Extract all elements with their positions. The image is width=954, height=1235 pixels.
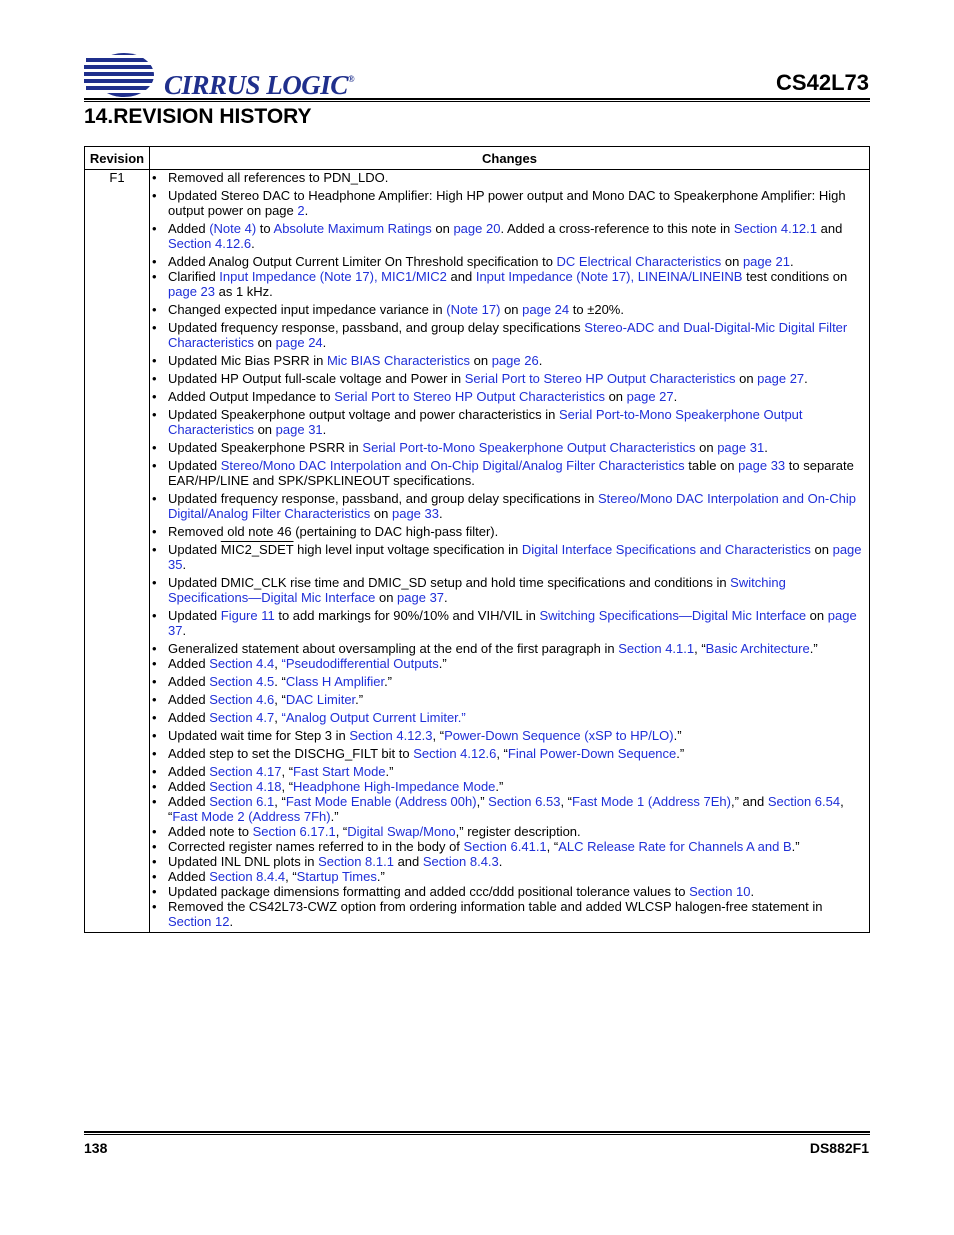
change-text: .	[304, 203, 309, 218]
change-text: , “	[281, 779, 294, 794]
cross-reference-link[interactable]: page 31	[275, 422, 323, 437]
change-text: Added	[168, 869, 210, 884]
cross-reference-link[interactable]: Headphone High-Impedance Mode	[293, 779, 496, 794]
change-text: high level input voltage specification in	[293, 542, 522, 557]
change-item	[150, 710, 869, 725]
cross-reference-link[interactable]: Basic Architecture	[705, 641, 810, 656]
cross-reference-link[interactable]: Section 4.4	[209, 656, 275, 671]
change-text: on	[806, 608, 828, 623]
change-text: Added	[168, 221, 210, 236]
change-item	[150, 656, 869, 671]
cross-reference-link[interactable]: page 37	[397, 590, 445, 605]
cross-reference-link[interactable]: Section 6.1	[209, 794, 275, 809]
change-text: Added Output Impedance to	[168, 389, 335, 404]
cross-reference-link[interactable]: page 37	[168, 608, 857, 638]
part-number: CS42L73	[776, 70, 869, 95]
cross-reference-link[interactable]: Fast Start Mode	[293, 764, 386, 779]
cross-reference-link[interactable]: Figure 11	[220, 608, 275, 623]
cross-reference-link[interactable]: Section 8.4.3	[422, 854, 499, 869]
cross-reference-link[interactable]: page 21	[742, 254, 790, 269]
change-item	[150, 320, 869, 350]
change-text: .	[764, 440, 768, 455]
change-text: on	[735, 371, 758, 386]
change-text: .	[229, 914, 234, 929]
change-text: .”	[809, 641, 818, 656]
change-text: Updated	[168, 608, 221, 623]
cross-reference-link[interactable]: Input Impedance (Note 17), LINEINA/LINEINB	[475, 269, 743, 284]
change-text: Added	[168, 656, 210, 671]
cross-reference-link[interactable]: Power-Down Sequence (xSP to HP/LO)	[444, 728, 674, 743]
change-text: Updated frequency response, passband, and group delay specifications in	[168, 491, 599, 506]
signal-name: MIC2_SDET	[220, 542, 294, 557]
change-item	[150, 884, 869, 899]
change-text: .	[438, 506, 443, 521]
change-item	[150, 728, 869, 743]
change-item	[150, 608, 869, 638]
cross-reference-link[interactable]: Serial Port-to-Mono Speakerphone Output Characteristics	[168, 407, 803, 437]
change-text: Added	[168, 710, 210, 725]
cross-reference-link[interactable]: Class H Amplifier	[285, 674, 385, 689]
changes-cell	[150, 170, 870, 933]
change-item	[150, 188, 869, 218]
change-item	[150, 491, 869, 521]
change-text: ,”	[476, 794, 489, 809]
change-text: Added	[168, 779, 210, 794]
cross-reference-link[interactable]: Switching Specifications—Digital Mic Interface	[168, 575, 786, 605]
cross-reference-link[interactable]: Digital Interface Specifications and Characteristics	[521, 542, 811, 557]
change-item	[150, 458, 869, 488]
cross-reference-link[interactable]: Section 4.1.1	[618, 641, 695, 656]
change-item	[150, 389, 869, 404]
change-item	[150, 302, 869, 317]
cross-reference-link[interactable]: page 33	[738, 458, 786, 473]
change-text: to	[256, 221, 274, 236]
cross-reference-link[interactable]: Section 10	[689, 884, 751, 899]
change-text: .	[251, 236, 255, 251]
page-number: 138	[84, 1140, 108, 1156]
change-text: on	[721, 254, 743, 269]
change-text: Updated frequency response, passband, and group delay specifications	[168, 320, 585, 335]
cross-reference-link[interactable]: page 23	[168, 284, 215, 299]
change-text: , “	[496, 746, 508, 761]
cross-reference-link[interactable]: Input Impedance (Note 17), MIC1/MIC2	[219, 269, 447, 284]
cross-reference-link[interactable]: Serial Port to Stereo HP Output Characteristics	[464, 371, 736, 386]
change-text: Removed all references to PDN_LDO.	[168, 170, 389, 185]
change-text: and	[817, 221, 843, 236]
cross-reference-link[interactable]: page 35	[168, 542, 862, 572]
change-text: .	[538, 353, 543, 368]
change-text: .”	[673, 728, 682, 743]
change-item	[150, 542, 869, 572]
change-text: , “	[281, 764, 294, 779]
change-item	[150, 869, 869, 884]
cross-reference-link[interactable]: Switching Specifications—Digital Mic Interface	[539, 608, 807, 623]
cross-reference-link[interactable]: Section 4.12.1	[733, 221, 817, 236]
cross-reference-link[interactable]: Section 6.41.1	[463, 839, 547, 854]
change-text: Added note to	[168, 824, 253, 839]
cross-reference-link[interactable]: page 26	[491, 353, 539, 368]
cross-reference-link[interactable]: Digital Swap/Mono	[347, 824, 456, 839]
change-text: on	[370, 506, 392, 521]
change-item	[150, 407, 869, 437]
change-item	[150, 854, 869, 869]
change-text: ,” register description.	[455, 824, 581, 839]
change-text: . “	[274, 674, 286, 689]
change-text: Removed the CS42L73-CWZ option from ordering information table and added WLCSP halogen-free statement in	[168, 899, 823, 914]
change-text: Updated package dimensions formatting and added ccc/ddd positional tolerance values to	[168, 884, 690, 899]
cross-reference-link[interactable]: (Note 4)	[209, 221, 257, 236]
change-item	[150, 779, 869, 794]
change-text: Changed expected input impedance variance in	[168, 302, 447, 317]
change-text: on	[810, 542, 833, 557]
change-text: , “	[560, 794, 572, 809]
cross-reference-link[interactable]: page 27	[757, 371, 805, 386]
change-text: on	[604, 389, 627, 404]
change-text: Updated DMIC_CLK rise time and DMIC_SD setup and hold time specifications and conditions in	[168, 575, 731, 590]
cross-reference-link[interactable]: page 24	[522, 302, 570, 317]
change-item	[150, 170, 869, 185]
change-text: , “	[335, 824, 348, 839]
change-item	[150, 575, 869, 605]
change-text: to ±20%.	[569, 302, 624, 317]
cross-reference-link[interactable]: page 27	[626, 389, 674, 404]
change-item	[150, 794, 869, 824]
cross-reference-link[interactable]: DC Electrical Characteristics	[556, 254, 722, 269]
change-text: ,	[274, 710, 282, 725]
changes-list	[150, 170, 869, 929]
change-text: .	[789, 254, 794, 269]
change-text: , “	[274, 692, 286, 707]
change-text: Updated Speakerphone PSRR in	[168, 440, 363, 455]
change-text: , “	[274, 794, 286, 809]
cross-reference-link[interactable]: Section 6.17.1	[252, 824, 336, 839]
change-text: on	[695, 440, 718, 455]
change-text: Updated	[168, 458, 221, 473]
revision-cell: F1	[85, 170, 150, 933]
cross-reference-link[interactable]: page 20	[453, 221, 501, 236]
change-text: Generalized statement about oversampling at the end of the first paragraph in	[168, 641, 619, 656]
cross-reference-link[interactable]: page 31	[717, 440, 765, 455]
change-item	[150, 221, 869, 251]
change-text: , “	[285, 869, 297, 884]
change-text: Updated INL DNL plots in	[168, 854, 319, 869]
change-text: and	[393, 854, 423, 869]
change-text: , “	[694, 641, 706, 656]
change-text: Added	[168, 674, 210, 689]
change-text: Removed old note 46 (pertaining to DAC high-pass filter).	[168, 524, 499, 539]
cross-reference-link[interactable]: ALC Release Rate for Channels A and B	[558, 839, 792, 854]
change-text: to add markings for 90%/10% and VIH/VIL in	[274, 608, 540, 623]
footer-rule-thin	[84, 1134, 870, 1135]
change-text: Added	[168, 764, 210, 779]
change-item	[150, 440, 869, 455]
cross-reference-link[interactable]: Section 4.12.6	[168, 236, 252, 251]
cross-reference-link[interactable]: Section 4.17	[209, 764, 282, 779]
cross-reference-link[interactable]: Stereo/Mono DAC Interpolation and On-Chip Digital/Analog Filter Characteristics	[220, 458, 685, 473]
cross-reference-link[interactable]: Fast Mode 1 (Address 7Eh)	[572, 794, 731, 809]
cross-reference-link[interactable]: 2	[297, 203, 305, 218]
change-text: table on	[684, 458, 739, 473]
change-item	[150, 899, 869, 929]
document-number: DS882F1	[809, 1140, 869, 1156]
change-text: on	[253, 335, 276, 350]
table-row	[85, 170, 870, 933]
change-text: .”	[376, 869, 385, 884]
change-text: test conditions on	[742, 269, 848, 284]
change-text: on	[500, 302, 523, 317]
change-text: , “	[168, 794, 844, 824]
cross-reference-link[interactable]: “Pseudodifferential Outputs	[281, 656, 439, 671]
change-text: .”	[676, 746, 685, 761]
change-text: .”	[791, 839, 800, 854]
section-title: 14.REVISION HISTORY	[84, 105, 312, 128]
change-item	[150, 353, 869, 368]
change-text: Corrected register names referred to in the body of	[168, 839, 464, 854]
change-item	[150, 269, 869, 299]
change-item	[150, 524, 869, 539]
change-text: Updated wait time for Step 3 in	[168, 728, 350, 743]
table-header-row	[85, 147, 870, 170]
header-rule-thin	[84, 101, 870, 102]
cross-reference-link[interactable]: DAC Limiter	[285, 692, 356, 707]
revision-table	[84, 146, 870, 933]
cross-reference-link[interactable]: Section 4.18	[209, 779, 282, 794]
cross-reference-link[interactable]: Section 8.1.1	[318, 854, 394, 869]
change-item	[150, 839, 869, 854]
change-text: .”	[495, 779, 504, 794]
change-text: and	[446, 269, 476, 284]
change-text: , “	[432, 728, 445, 743]
cross-reference-link[interactable]: Section 4.7	[209, 710, 275, 725]
cross-reference-link[interactable]: page 24	[275, 335, 323, 350]
cross-reference-link[interactable]: Final Power-Down Sequence	[507, 746, 677, 761]
cross-reference-link[interactable]: (Note 17)	[446, 302, 501, 317]
change-text: on	[470, 353, 492, 368]
change-text: Added Analog Output Current Limiter On Threshold specification to	[168, 254, 557, 269]
column-header-changes: Changes	[150, 147, 870, 170]
change-item	[150, 824, 869, 839]
change-text: .”	[384, 674, 393, 689]
change-text: .	[182, 623, 187, 638]
change-text: .	[182, 557, 187, 572]
change-text: ,” and	[730, 794, 768, 809]
change-text: Updated	[168, 542, 221, 557]
change-text: Added	[168, 794, 210, 809]
change-text: .	[673, 389, 678, 404]
cross-reference-link[interactable]: Stereo-ADC and Dual-Digital-Mic Digital Filter Characteristics	[168, 320, 848, 350]
cross-reference-link[interactable]: Section 4.12.3	[349, 728, 433, 743]
change-text: .”	[438, 656, 447, 671]
cross-reference-link[interactable]: Fast Mode Enable (Address 00h)	[285, 794, 477, 809]
cross-reference-link[interactable]: Stereo/Mono DAC Interpolation and On-Chip Digital/Analog Filter Characteristics	[168, 491, 856, 521]
change-text: Updated Mic Bias PSRR in	[168, 353, 327, 368]
header-rule	[84, 98, 870, 100]
change-text: .	[498, 854, 503, 869]
change-text: to separate EAR/HP/LINE and SPK/SPKLINEOUT specifications.	[168, 458, 854, 488]
cross-reference-link[interactable]: Section 6.53	[488, 794, 561, 809]
cross-reference-link[interactable]: Section 6.54	[767, 794, 841, 809]
change-text: on	[253, 422, 276, 437]
change-text: . Added a cross-reference to this note in	[500, 221, 734, 236]
cross-reference-link[interactable]: “Analog Output Current Limiter.”	[281, 710, 466, 725]
change-text: Updated HP Output full-scale voltage and Power in	[168, 371, 465, 386]
change-text: .	[804, 371, 808, 386]
cross-reference-link[interactable]: Fast Mode 2 (Address 7Fh)	[172, 809, 331, 824]
change-text: Updated Speakerphone output voltage and power characteristics in	[168, 407, 559, 422]
change-text: Added step to set the DISCHG_FILT bit to	[168, 746, 414, 761]
change-text: .	[444, 590, 448, 605]
change-item	[150, 764, 869, 779]
footer-rule	[84, 1131, 870, 1133]
change-item	[150, 746, 869, 761]
change-item	[150, 674, 869, 689]
cross-reference-link[interactable]: Absolute Maximum Ratings	[273, 221, 432, 236]
change-text: .”	[385, 764, 394, 779]
change-text: Clarified	[168, 269, 220, 284]
column-header-revision: Revision	[85, 147, 150, 170]
change-text: on	[375, 590, 398, 605]
change-text: as 1 kHz.	[215, 284, 273, 299]
change-text: .	[322, 335, 327, 350]
change-item	[150, 641, 869, 656]
change-text: , “	[546, 839, 559, 854]
cross-reference-link[interactable]: Section 4.6	[209, 692, 275, 707]
change-item	[150, 254, 869, 269]
change-text: .”	[330, 809, 339, 824]
change-text: .	[750, 884, 755, 899]
cross-reference-link[interactable]: Section 12	[168, 914, 230, 929]
change-text: Updated Stereo DAC to Headphone Amplifier: High HP power output and Mono DAC to Speakerphone Amplifier: High output power on page	[168, 188, 846, 218]
change-item	[150, 692, 869, 707]
cross-reference-link[interactable]: Startup Times	[296, 869, 377, 884]
change-item	[150, 371, 869, 386]
logo-wordmark: CIRRUS LOGIC®	[164, 70, 355, 100]
cross-reference-link[interactable]: Section 8.4.4	[209, 869, 286, 884]
cross-reference-link[interactable]: Section 4.12.6	[413, 746, 497, 761]
cross-reference-link[interactable]: Serial Port to Stereo HP Output Characteristics	[334, 389, 605, 404]
change-text: .	[322, 422, 327, 437]
change-text: ,	[274, 656, 282, 671]
cross-reference-link[interactable]: Mic BIAS Characteristics	[326, 353, 470, 368]
change-text: Added	[168, 692, 210, 707]
change-text: on	[431, 221, 454, 236]
change-text: .”	[355, 692, 364, 707]
cross-reference-link[interactable]: Section 4.5	[209, 674, 275, 689]
cross-reference-link[interactable]: Serial Port-to-Mono Speakerphone Output Characteristics	[362, 440, 696, 455]
cross-reference-link[interactable]: page 33	[391, 506, 439, 521]
